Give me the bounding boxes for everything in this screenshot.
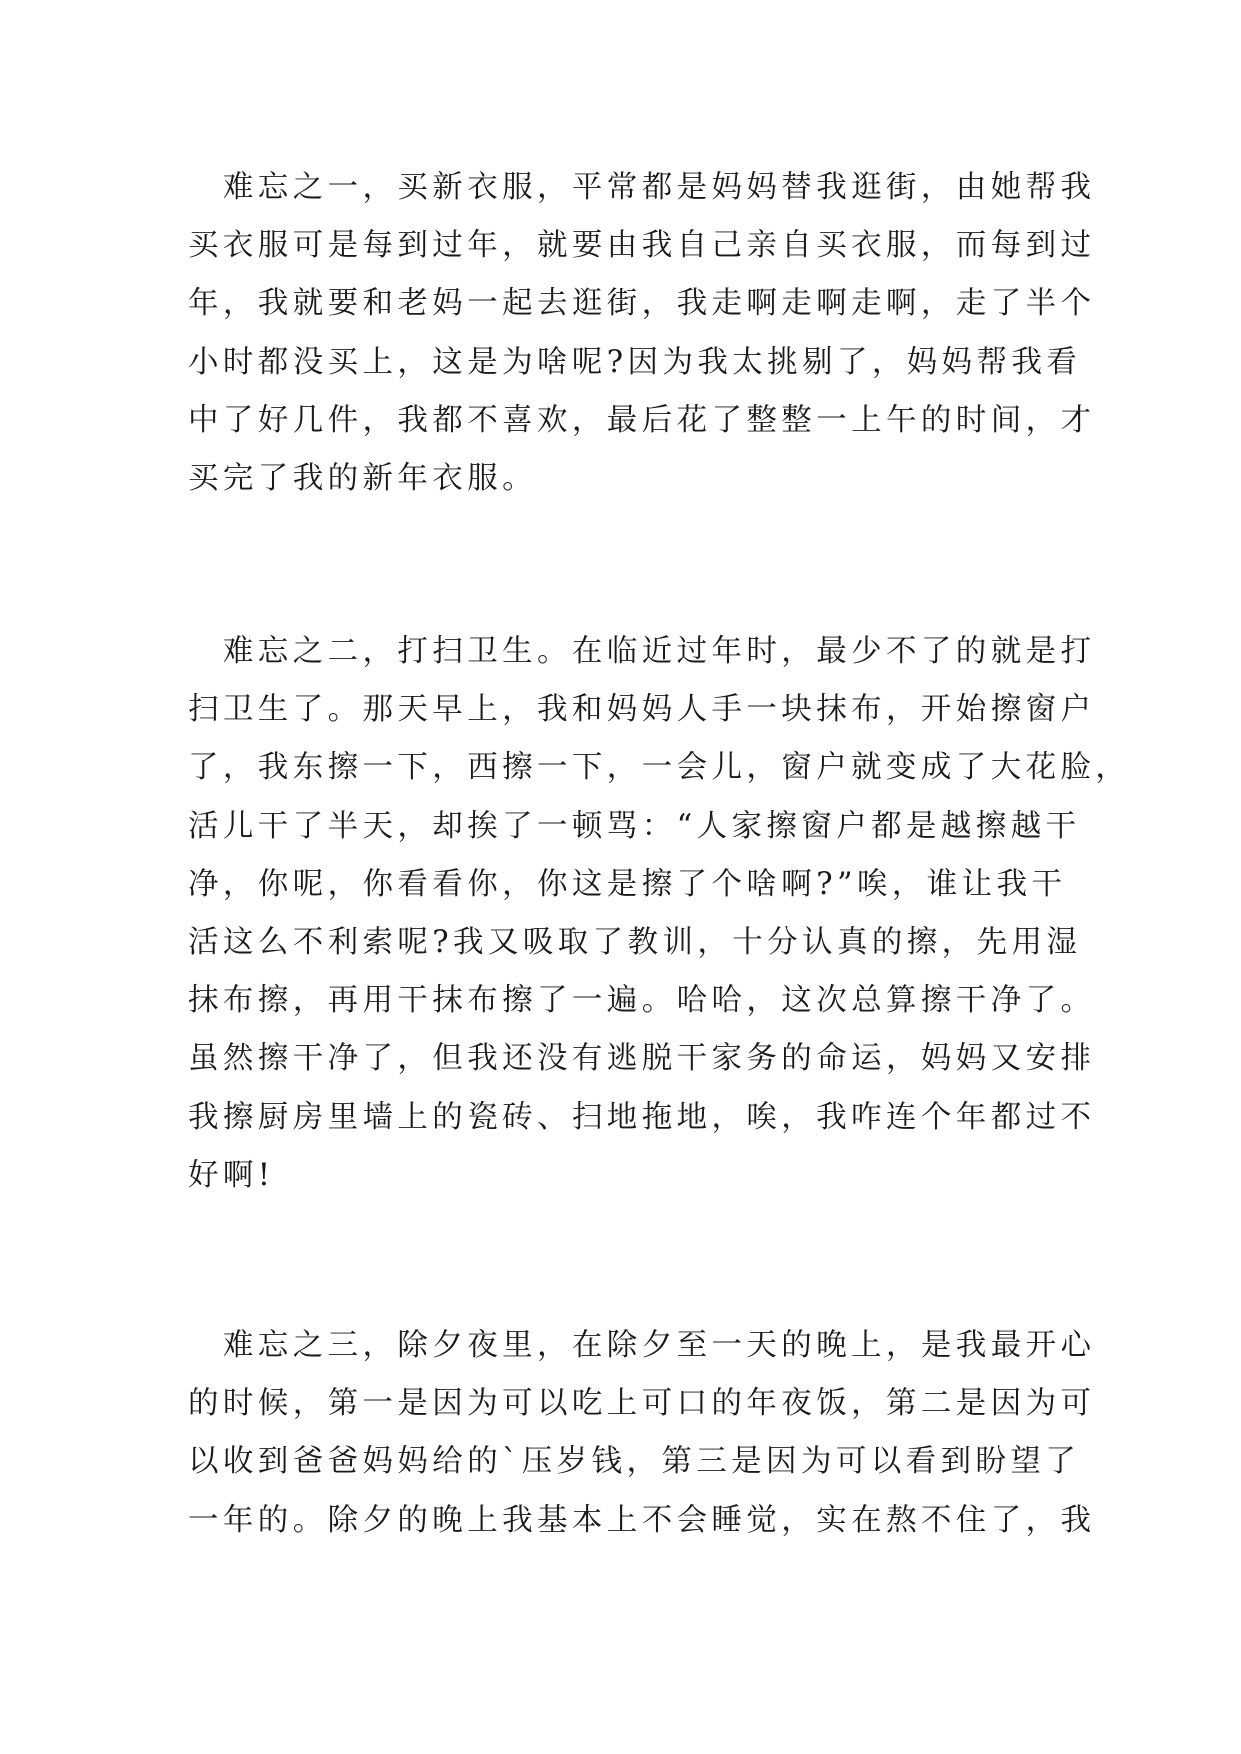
- text-line: 净，你呢，你看看你，你这是擦了个啥啊?”唉，谁让我干: [188, 866, 1067, 902]
- text-line: 好啊!: [188, 1157, 275, 1193]
- paragraph-cleaning: [188, 623, 1131, 1205]
- text-line: 难忘之三，除夕夜里，在除夕至一天的晚上，是我最开心: [188, 1328, 1096, 1363]
- text-line: 虽然擦干净了，但我还没有逃脱干家务的命运，妈妈又安排: [188, 1041, 1096, 1077]
- text-line: 小时都没买上，这是为啥呢?因为我太挑剔了，妈妈帮我看: [188, 344, 1082, 380]
- paragraph-new-years-eve: [188, 1317, 1096, 1550]
- text-line: 年，我就要和老妈一起去逛街，我走啊走啊走啊，走了半个: [188, 286, 1096, 322]
- text-line: 扫卫生了。那天早上，我和妈妈人手一块抹布，开始擦窗户: [188, 692, 1096, 728]
- text-line: 中了好几件，我都不喜欢，最后花了整整一上午的时间，才: [188, 402, 1096, 438]
- text-line: 活这么不利索呢?我又吸取了教训，十分认真的擦，先用湿: [188, 925, 1082, 961]
- paragraph-clothes: [188, 159, 1096, 508]
- text-line: 买衣服可是每到过年，就要由我自己亲自买衣服，而每到过: [188, 228, 1096, 264]
- text-line: 买完了我的新年衣服。: [188, 461, 537, 497]
- text-line: 活儿干了半天，却挨了一顿骂：“人家擦窗户都是越擦越干: [188, 808, 1081, 844]
- text-line: 抹布擦，再用干抹布擦了一遍。哈哈，这次总算擦干净了。: [188, 983, 1096, 1019]
- text-line: 的时候，第一是因为可以吃上可口的年夜饭，第二是因为可: [188, 1386, 1096, 1422]
- text-line: 难忘之一，买新衣服，平常都是妈妈替我逛街，由她帮我: [188, 170, 1096, 205]
- text-line: 以收到爸爸妈妈给的`压岁钱，第三是因为可以看到盼望了: [188, 1444, 1081, 1480]
- text-line: 了，我东擦一下，西擦一下，一会儿，窗户就变成了大花脸，: [188, 750, 1131, 786]
- text-line: 难忘之二，打扫卫生。在临近过年时，最少不了的就是打: [188, 634, 1096, 669]
- text-line: 一年的。除夕的晚上我基本上不会睡觉，实在熬不住了，我: [188, 1502, 1096, 1538]
- text-line: 我擦厨房里墙上的瓷砖、扫地拖地，唉，我咋连个年都过不: [188, 1099, 1096, 1135]
